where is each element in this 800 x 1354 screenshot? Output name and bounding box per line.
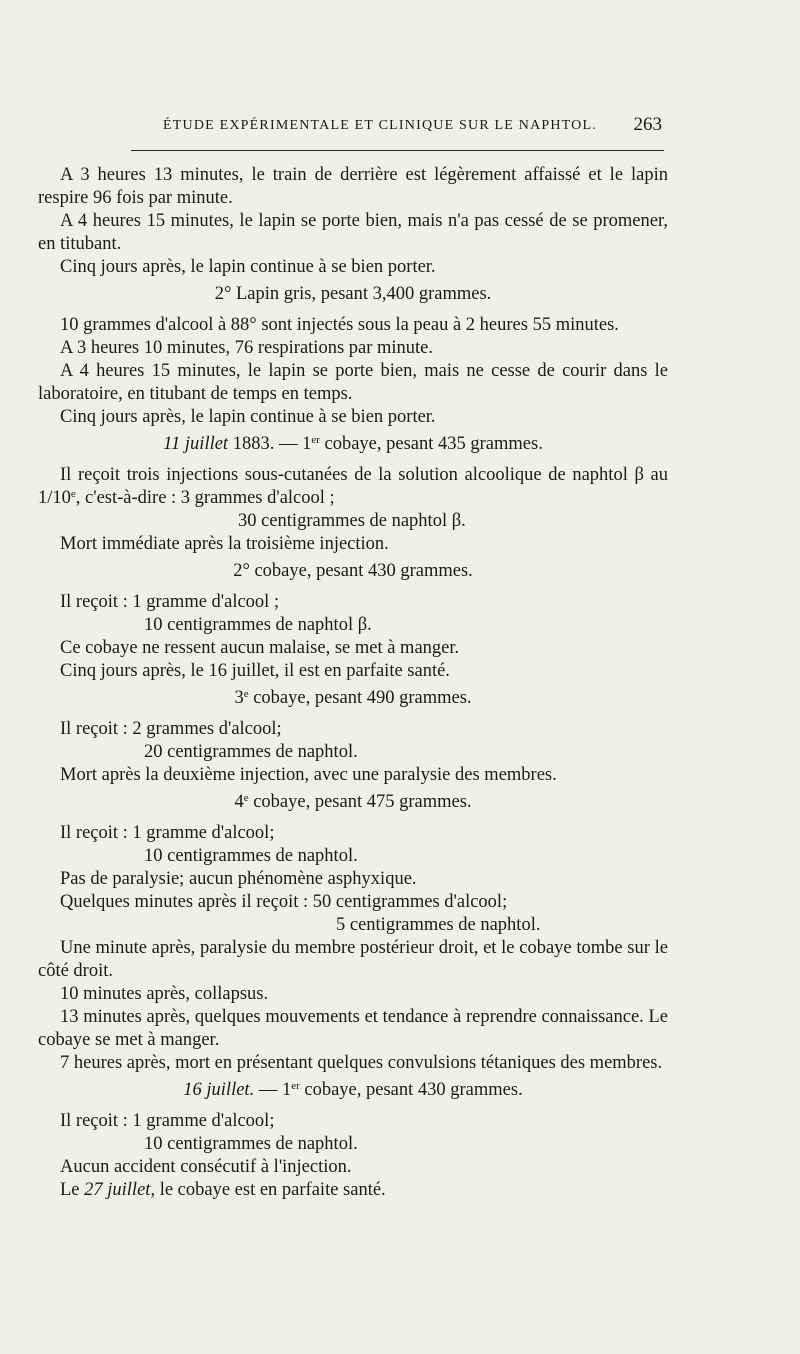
paragraph-part: Le	[60, 1180, 85, 1200]
paragraph: Il reçoit : 2 grammes d'alcool;	[60, 719, 282, 739]
section-heading	[38, 1079, 668, 1102]
paragraph: Quelques minutes après il reçoit : 50 centigrammes d'alcool;	[60, 892, 508, 912]
paragraph: Pas de paralysie; aucun phénomène asphyxique.	[60, 869, 417, 889]
heading-rest: cobaye, pesant 475 grammes.	[248, 792, 472, 812]
paragraph: Une minute après, paralysie du membre postérieur droit, et le cobaye tombe sur le côté droit.	[38, 938, 668, 981]
paragraph-part: Il reçoit trois injections sous-cutanées de la solution alcoolique de naphtol β au 1/10	[38, 465, 668, 508]
heading-date: 16 juillet.	[183, 1080, 255, 1100]
paragraph: A 4 heures 15 minutes, le lapin se porte bien, mais n'a pas cessé de se promener, en titubant.	[38, 211, 668, 254]
paragraph: Cinq jours après, le lapin continue à se bien porter.	[60, 257, 436, 277]
paragraph-continuation: 10 centigrammes de naphtol.	[144, 1134, 358, 1154]
paragraph: 10 minutes après, collapsus.	[60, 984, 269, 1004]
paragraph-continuation: 10 centigrammes de naphtol.	[144, 846, 358, 866]
paragraph: Il reçoit : 1 gramme d'alcool ;	[60, 592, 280, 612]
heading-rest: cobaye, pesant 490 grammes.	[248, 688, 472, 708]
paragraph: Mort immédiate après la troisième injection.	[60, 534, 389, 554]
heading-rest: cobaye, pesant 435 grammes.	[319, 434, 543, 454]
section-heading: 2° cobaye, pesant 430 grammes.	[233, 561, 473, 581]
heading-rest: cobaye, pesant 430 grammes.	[299, 1080, 523, 1100]
page-number: 263	[633, 114, 662, 135]
heading-mid: — 1	[254, 1080, 292, 1100]
paragraph-continuation: 20 centigrammes de naphtol.	[144, 742, 358, 762]
paragraph: Mort après la deuxième injection, avec une paralysie des membres.	[60, 765, 557, 785]
paragraph-part: , c'est-à-dire : 3 grammes d'alcool ;	[75, 488, 335, 508]
paragraph: Il reçoit : 1 gramme d'alcool;	[60, 1111, 275, 1131]
paragraph: Il reçoit : 1 gramme d'alcool;	[60, 823, 275, 843]
paragraph-continuation: 5 centigrammes de naphtol.	[336, 915, 541, 935]
paragraph	[38, 1179, 668, 1202]
running-head: ÉTUDE EXPÉRIMENTALE ET CLINIQUE SUR LE NAPHTOL.	[163, 118, 597, 133]
paragraph: A 4 heures 15 minutes, le lapin se porte bien, mais ne cesse de courir dans le laboratoire, en titubant de temps en temps.	[38, 361, 668, 404]
paragraph: A 3 heures 13 minutes, le train de derrière est légèrement affaissé et le lapin respire 96 fois par minute.	[38, 165, 668, 208]
paragraph-continuation: 30 centigrammes de naphtol β.	[238, 511, 466, 531]
paragraph-part: , le cobaye est en parfaite santé.	[150, 1180, 386, 1200]
heading-num: 4	[234, 792, 244, 812]
heading-date: 11 juillet	[163, 434, 229, 454]
paragraph-continuation: 10 centigrammes de naphtol β.	[144, 615, 372, 635]
heading-sup: er	[311, 434, 320, 446]
paragraph: Aucun accident consécutif à l'injection.	[60, 1157, 352, 1177]
paragraph: 13 minutes après, quelques mouvements et tendance à reprendre connaissance. Le cobaye se met à manger.	[38, 1007, 668, 1050]
header-rule	[131, 150, 664, 151]
heading-sup: e	[243, 792, 249, 804]
section-heading	[38, 433, 668, 456]
paragraph: A 3 heures 10 minutes, 76 respirations par minute.	[60, 338, 434, 358]
section-heading: 2° Lapin gris, pesant 3,400 grammes.	[214, 284, 492, 304]
paragraph: Cinq jours après, le 16 juillet, il est en parfaite santé.	[60, 661, 450, 681]
paragraph: Cinq jours après, le lapin continue à se bien porter.	[60, 407, 436, 427]
paragraph	[38, 464, 668, 510]
page-header	[40, 114, 760, 138]
heading-num: 3	[234, 688, 244, 708]
heading-year: 1883. — 1	[232, 434, 312, 454]
paragraph-date: 27 juillet	[84, 1180, 151, 1200]
paragraph-sup: e	[70, 488, 76, 500]
paragraph: 10 grammes d'alcool à 88° sont injectés sous la peau à 2 heures 55 minutes.	[60, 315, 619, 335]
heading-sup: e	[243, 688, 249, 700]
section-heading	[38, 687, 668, 710]
heading-sup: er	[291, 1080, 300, 1092]
section-heading	[38, 791, 668, 814]
paragraph: 7 heures après, mort en présentant quelques convulsions tétaniques des membres.	[60, 1053, 663, 1073]
paragraph: Ce cobaye ne ressent aucun malaise, se met à manger.	[60, 638, 460, 658]
body-text	[38, 164, 668, 1202]
